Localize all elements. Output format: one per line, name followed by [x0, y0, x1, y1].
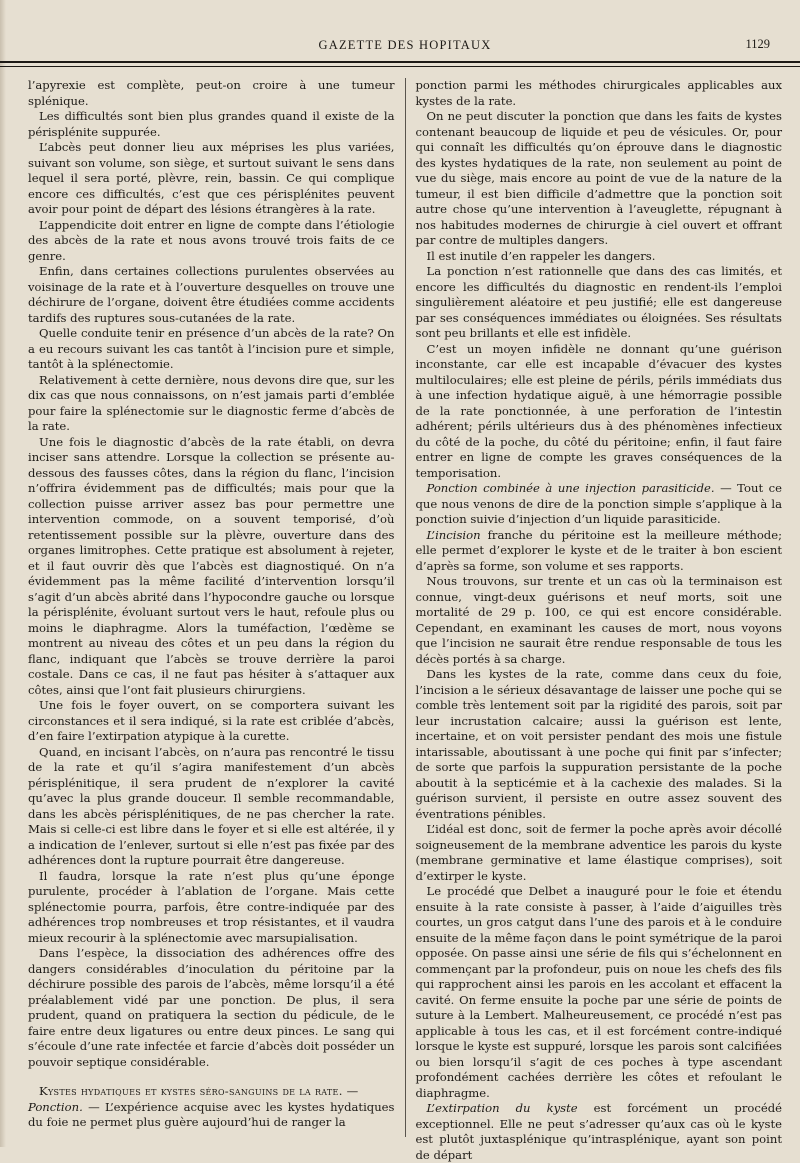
paragraph: Une fois le foyer ouvert, on se comportera suivant les circonstances et il sera indiqué, si la rate est criblée d’abcès, d’en faire l’extirpation atypique à la curette. [28, 698, 395, 743]
section-heading: Kystes hydatiques et kystes séro-sanguins de la rate. — [39, 1084, 359, 1098]
page-number: 1129 [745, 37, 770, 51]
paragraph-ponction-combinee [416, 481, 783, 528]
paragraph: Le procédé que Delbet a inauguré pour le foie et étendu ensuite à la rate consiste à passer, à l’aide d’aiguilles très courtes, un gros catgut dans l’une des parois et à le conduire ensuite de la même façon dans le point symétrique de la paroi opposée. On passe ainsi une série de fils qui s’échelonnent en commençant par la profondeur, puis on noue les chefs des fils qui rapprochent ainsi les parois en les accolant et effacent la cavité. On ferme ensuite la poche par une série de points de suture à la Lembert. Malheureusement, ce procédé n’est pas applicable à tous les cas, et il est forcément contre-indiqué lorsque le kyste est suppuré, lorsque les parois sont calcifiées ou bien lorsqu’il s’agit de ces poches à type ascendant profondément cachées derrière les côtes et refoulant le diaphragme. [415, 884, 782, 1100]
paragraph: Quand, en incisant l’abcès, on n’aura pas rencontré le tissu de la rate et qu’il s’agira manifestement d’un abcès périsplénitique, il sera prudent de n’explorer la cavité qu’avec la plus grande douceur. Il semble recommandable, dans les abcès périsplénitiques, de ne pas chercher la rate. Mais si celle-ci est libre dans le foyer et si elle est altérée, il y a indication de l’enlever, surtout si elle n’est pas fixée par des adhérences dont la rupture pourrait être dangereuse. [28, 744, 395, 867]
header-rule-thin [0, 66, 800, 67]
paragraph-text: — Tout ce que nous venons de dire de la ponction simple s’applique à la ponction suivie d’injection d’un liquide parasiticide. [415, 481, 782, 526]
left-column [28, 78, 405, 1137]
paragraph: L’abcès peut donner lieu aux méprises les plus variées, suivant son volume, son siège, et surtout suivant le sens dans lequel il sera porté, plèvre, rein, bassin. Ce qui complique encore ces difficultés, c’est que ces périsplénites peuvent avoir pour point de départ des lésions étrangères à la rate. [28, 140, 395, 216]
paragraph: Enfin, dans certaines collections purulentes observées au voisinage de la rate et à l’ouverture desquelles on trouve une déchirure de l’organe, doivent être étudiées comme accidents tardifs des ruptures sous-cutanées de la rate. [28, 264, 395, 325]
section-paragraph [28, 1084, 395, 1131]
paragraph: Il faudra, lorsque la rate n’est plus qu’une éponge purulente, procéder à l’ablation de l’organe. Mais cette splénectomie pourra, parfois, être contre-indiquée par des adhérences trop nombreuses et trop résistantes, et il vaudra mieux recourir à la splénectomie avec marsupialisation. [28, 868, 395, 945]
column-divider [405, 78, 406, 1137]
running-title: GAZETTE DES HOPITAUX [318, 38, 492, 52]
right-column [406, 78, 783, 1162]
paragraph-text: est forcément un procédé exceptionnel. Elle ne peut s’adresser qu’aux cas où le kyste est plutôt juxtasplénique qu’intrasplénique, ayant son point de départ [415, 1101, 782, 1162]
subheading-ponction: Ponction. [28, 1099, 83, 1114]
paragraph: On ne peut discuter la ponction que dans les faits de kystes contenant beaucoup de liquide et peu de vésicules. Or, pour qui connaît les difficultés qu’on éprouve dans le diagnostic des kystes hydatiques de la rate, non seulement au point de vue du siège, mais encore au point de vue de la nature de la tumeur, il est bien difficile d’admettre que la ponction soit autre chose qu’une intervention à l’aveuglette, répugnant à nos habitudes modernes de chirurgie à ciel ouvert et offrant par contre de multiples dangers. [415, 109, 782, 247]
paragraph-text: franche du péritoine est la meilleure méthode; elle permet d’explorer le kyste et de le traiter à bon escient d’après sa forme, son volume et ses rapports. [415, 527, 782, 573]
text-columns [28, 78, 782, 1162]
header-rule-thick [0, 61, 800, 63]
paragraph-incision [416, 528, 783, 575]
subheading-ponction-combinee: Ponction combinée à une injection parasiticide. [426, 481, 715, 495]
paragraph: Nous trouvons, sur trente et un cas où la terminaison est connue, vingt-deux guérisons et neuf morts, soit une mortalité de 29 p. 100, ce qui est encore considérable. Cependant, en examinant les causes de mort, nous voyons que l’incision ne saurait être rendue responsable de tous les décès portés à sa charge. [415, 574, 782, 666]
paragraph: L’idéal est donc, soit de fermer la poche après avoir décollé soigneusement de la membrane adventice les parois du kyste (membrane germinative et lame élastique comprises), soit d’extirper le kyste. [415, 822, 782, 883]
paragraph: L’appendicite doit entrer en ligne de compte dans l’étiologie des abcès de la rate et nous avons trouvé trois faits de ce genre. [28, 217, 395, 263]
subheading-extirpation: L’extirpation du kyste [426, 1101, 578, 1115]
paragraph: ponction parmi les méthodes chirurgicales applicables aux kystes de la rate. [415, 78, 782, 108]
section-text: — L’expérience acquise avec les kystes hydatiques du foie ne permet plus guère aujourd’hui de ranger la [28, 1099, 395, 1129]
paragraph: Relativement à cette dernière, nous devons dire que, sur les dix cas que nous connaissons, on n’est jamais parti d’emblée pour faire la splénectomie sur le diagnostic ferme d’abcès de la rate. [28, 372, 395, 433]
page-spine-shadow [0, 0, 6, 1147]
paragraph: Dans les kystes de la rate, comme dans ceux du foie, l’incision a le sérieux désavantage de laisser une poche qui se comble très lentement soit par la rigidité des parois, soit par leur incrustation calcaire; aussi la guérison est lente, incertaine, et on voit persister pendant des mois une fistule intarissable, aboutissant à une poche qui finit par s’infecter; de sorte que parfois la suppuration persistante de la poche aboutit à la septicémie et à la cachexie des malades. Si la guérison survient, il persiste en outre assez souvent des éventrations pénibles. [415, 667, 782, 821]
paragraph: Une fois le diagnostic d’abcès de la rate établi, on devra inciser sans attendre. Lorsque la collection se présente au-dessous des fausses côtes, dans la région du flanc, l’incision n’offrira évidemment pas de difficultés; mais pour que la collection puisse arriver assez bas pour permettre une intervention commode, on a souvent temporisé, d’où retentissement possible sur la plèvre, ouverture dans des organes limitrophes. Cette pratique est absolument à rejeter, et il faut ouvrir dès que l’abcès est diagnostiqué. On n’a évidemment pas la même facilité d’intervention lorsqu’il s’agit d’un abcès abrité dans l’hypocondre gauche ou lorsque la périsplénite, évoluant surtout vers le haut, refoule plus ou moins le diaphragme. Alors la tuméfaction, l’œdème se montrent au niveau des côtes et un peu dans la région du flanc, indiquant que l’abcès se trouve derrière la paroi costale. Dans ce cas, il ne faut pas hésiter à s’attaquer aux côtes, ainsi que l’ont fait plusieurs chirurgiens. [28, 434, 395, 697]
paragraph: Quelle conduite tenir en présence d’un abcès de la rate? On a eu recours suivant les cas tantôt à l’incision pure et simple, tantôt à la splénectomie. [28, 326, 395, 371]
paragraph: l’apyrexie est complète, peut-on croire à une tumeur splénique. [28, 78, 395, 108]
paragraph: C’est un moyen infidèle ne donnant qu’une guérison inconstante, car elle est incapable d’évacuer des kystes multiloculaires; elle est pleine de périls, périls immédiats dus à une infection hydatique aiguë, à une hémorragie possible de la rate ponctionnée, à une perforation de l’intestin adhérent; périls ultérieurs dus à des phénomènes infectieux du côté de la poche, du côté du péritoine; enfin, il faut faire entrer en ligne de compte les graves conséquences de la temporisation. [415, 341, 782, 480]
paragraph: Il est inutile d’en rappeler les dangers. [426, 248, 656, 263]
page-header [28, 0, 782, 60]
paragraph: Les difficultés sont bien plus grandes quand il existe de la périsplénite suppurée. [28, 109, 395, 139]
subheading-incision: L’incision [426, 527, 481, 542]
paragraph-extirpation [416, 1101, 783, 1163]
paragraph: La ponction n’est rationnelle que dans des cas limités, et encore les difficultés du diagnostic en rendent-ils l’emploi singulièrement aléatoire et peu justifié; elle est dangereuse par ses conséquences immédiates ou éloignées. Ses résultats sont peu brillants et elle est infidèle. [415, 264, 782, 340]
paragraph: Dans l’espèce, la dissociation des adhérences offre des dangers considérables d’inoculation du péritoine par la déchirure possible des parois de l’abcès, même lorsqu’il a été préalablement vidé par une ponction. De plus, il sera prudent, quand on pratiquera la section du pédicule, de le faire entre deux ligatures ou entre deux pinces. Le sang qui s’écoule d’une rate infectée et farcie d’abcès doit posséder un pouvoir septique considérable. [28, 946, 395, 1069]
